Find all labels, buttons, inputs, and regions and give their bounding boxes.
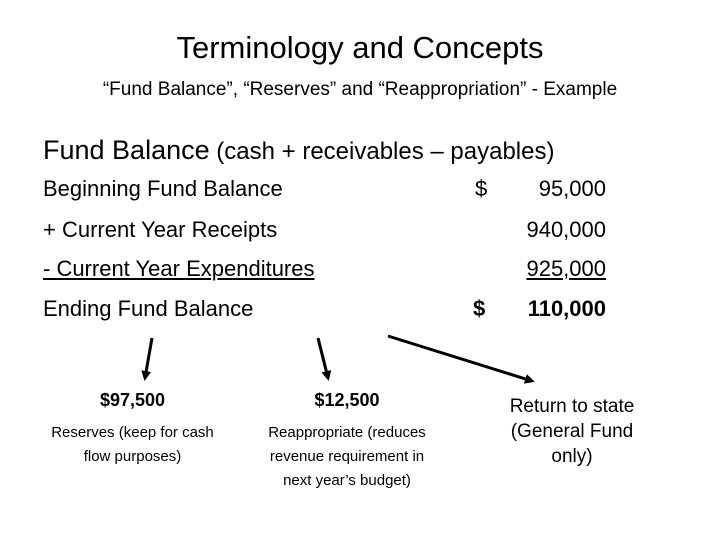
arrow-to-reappropriate — [318, 338, 328, 378]
allocation-reappropriate — [262, 390, 432, 493]
row-amount-beginning: 95,000 — [538, 176, 606, 201]
row-amount-ending: 110,000 — [527, 296, 606, 321]
allocation-reserves-description: Reserves (keep for cash flow purposes) — [51, 424, 214, 465]
row-label-expenditures: - Current Year Expenditures — [43, 256, 315, 281]
row-currency-beginning: $ — [475, 176, 488, 201]
allocation-reappropriate-amount: $12,500 — [314, 390, 380, 410]
row-label-receipts: + Current Year Receipts — [43, 217, 278, 242]
allocation-reserves — [35, 390, 230, 469]
allocation-state-description: Return to state (General Fund only) — [509, 396, 635, 467]
slide-title: Terminology and Concepts — [176, 30, 544, 65]
allocation-reserves-amount: $97,500 — [99, 390, 166, 410]
row-label-ending: Ending Fund Balance — [43, 296, 254, 321]
row-amount-receipts: 940,000 — [526, 217, 606, 242]
allocation-state — [487, 394, 657, 469]
row-label-beginning: Beginning Fund Balance — [43, 176, 283, 201]
heading-definition: (cash + receivables – payables) — [216, 138, 555, 165]
arrow-to-state — [388, 336, 532, 381]
arrow-to-reserves — [145, 338, 152, 378]
row-currency-ending: $ — [473, 296, 486, 321]
allocation-reappropriate-description: Reappropriate (reduces revenue requirement in next year’s budget) — [268, 424, 426, 489]
heading-term: Fund Balance — [43, 135, 210, 165]
slide-subtitle: “Fund Balance”, “Reserves” and “Reappropriation” - Example — [102, 79, 618, 100]
row-amount-expenditures-value: 925,000 — [526, 256, 606, 281]
